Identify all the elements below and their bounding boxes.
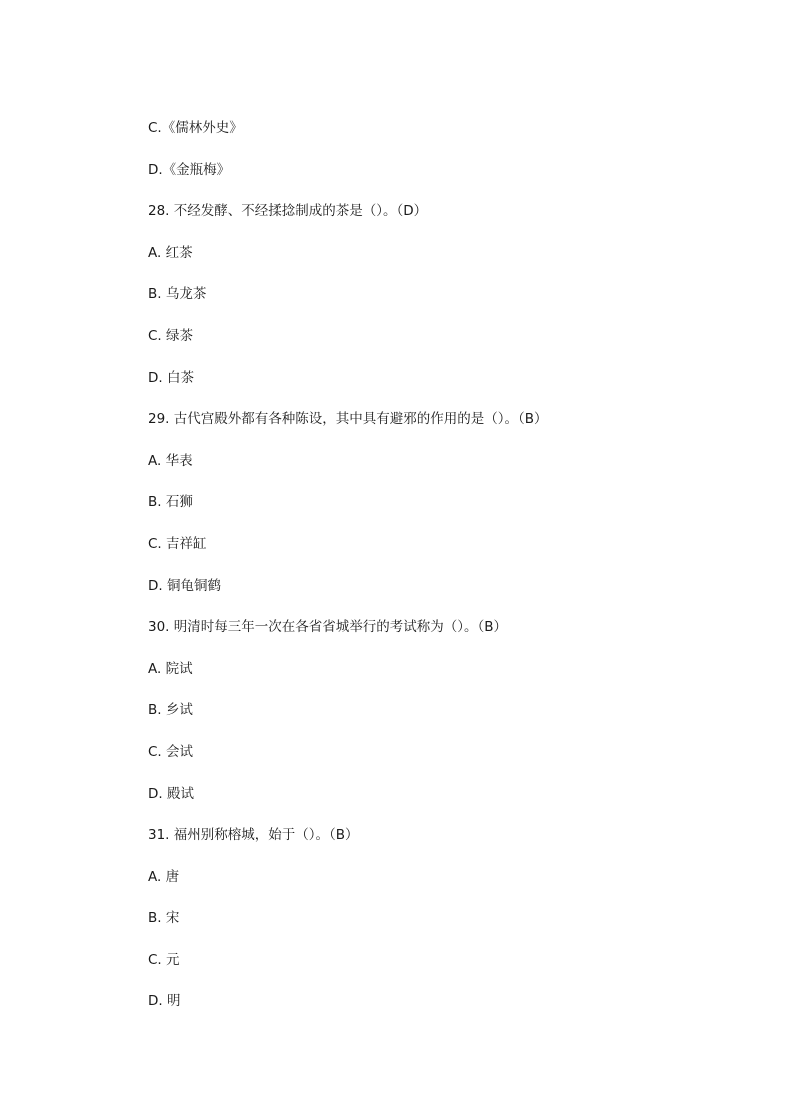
option-line: B. 乌龙茶 xyxy=(148,286,207,303)
option-line: B. 石狮 xyxy=(148,494,193,511)
question-line: 31. 福州别称榕城，始于（）。（B） xyxy=(148,827,359,844)
option-line: A. 红茶 xyxy=(148,244,193,261)
option-line: C. 绿茶 xyxy=(148,327,194,344)
option-line: B. 乡试 xyxy=(148,702,193,719)
question-line: 28. 不经发酵、不经揉捻制成的茶是（）。（D） xyxy=(148,203,428,220)
question-line: 30. 明清时每三年一次在各省省城举行的考试称为（）。（B） xyxy=(148,619,508,636)
option-line: D.《金瓶梅》 xyxy=(148,161,231,178)
option-line: A. 唐 xyxy=(148,868,180,885)
question-line: 29. 古代宫殿外都有各种陈设，其中具有避邪的作用的是（）。（B） xyxy=(148,411,548,428)
question-list xyxy=(148,117,748,1032)
option-line: D. 铜龟铜鹤 xyxy=(148,577,221,594)
option-line: B. 宋 xyxy=(148,910,180,927)
option-line: C. 元 xyxy=(148,951,180,968)
option-line: D. 白茶 xyxy=(148,369,194,386)
option-line: C. 吉祥缸 xyxy=(148,535,207,552)
option-line: D. 明 xyxy=(148,993,181,1010)
option-line: A. 院试 xyxy=(148,660,193,677)
option-line: D. 殿试 xyxy=(148,785,194,802)
option-line: A. 华表 xyxy=(148,452,193,469)
option-line: C.《儒林外史》 xyxy=(148,120,243,136)
option-line: C. 会试 xyxy=(148,743,194,760)
